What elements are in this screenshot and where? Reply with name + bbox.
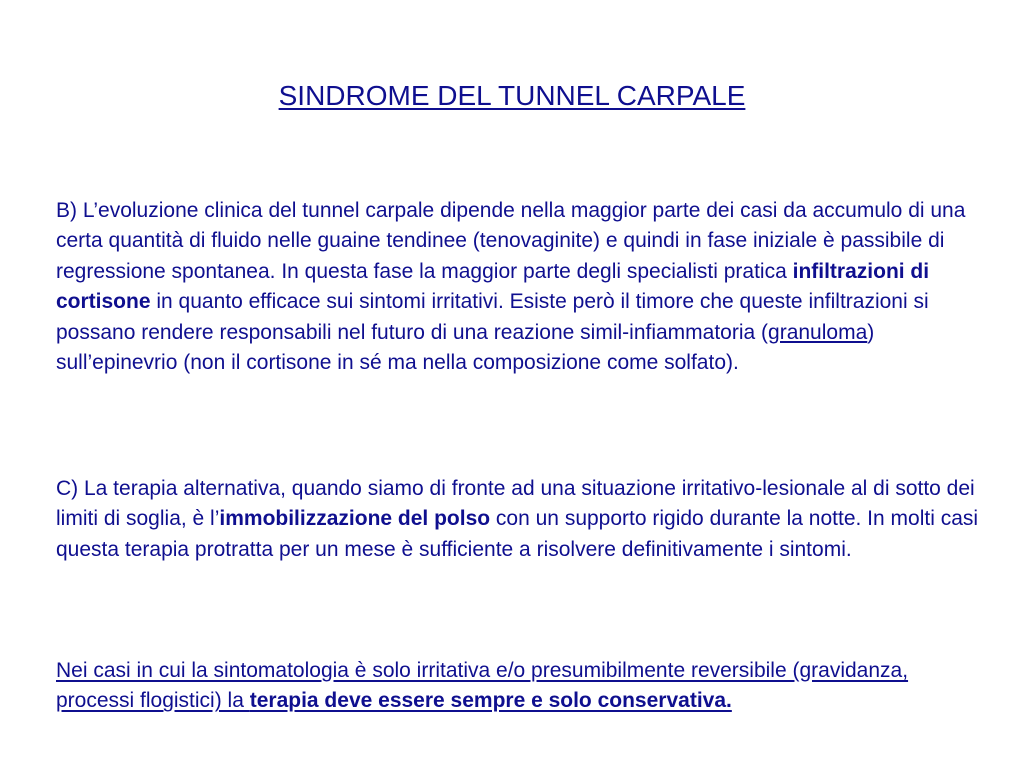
conclusion-note-text-1: Nei casi in cui la sintomatologia è solo irritativa e/o presumibilmente reversibile (gravidanza, processi flogistici) la — [56, 659, 909, 713]
paragraph-b-text-2: in quanto efficace sui sintomi irritativi. Esiste però il timore che queste infiltrazioni si possano rendere responsabili nel futuro di una reazione simil-infiammatoria ( — [56, 290, 929, 344]
paragraph-c-bold-immobilizzazione: immobilizzazione del polso — [219, 507, 491, 531]
slide-title: SINDROME DEL TUNNEL CARPALE — [278, 80, 746, 111]
paragraph-b-text-3: ) sull’epinevrio (non il cortisone in sé ma nella composizione come solfato). — [56, 320, 875, 375]
paragraph-c — [56, 474, 981, 565]
conclusion-note — [56, 656, 981, 717]
paragraph-c-text-1: C) La terapia alternativa, quando siamo di fronte ad una situazione irritativo-lesionale al di sotto dei limiti di soglia, è l’ — [56, 477, 975, 531]
paragraph-b-text-1: B) L’evoluzione clinica del tunnel carpale dipende nella maggior parte dei casi da accumulo di una certa quantità di fluido nelle guaine tendinee (tenovaginite) e quindi in fase iniziale è passibile di regressione spontanea. In questa fase la maggior parte degli specialisti pratica — [56, 199, 966, 283]
paragraph-b-link-granuloma[interactable]: granuloma — [768, 320, 868, 344]
conclusion-note-bold: terapia deve essere sempre e solo conservativa. — [249, 689, 732, 713]
paragraph-b-bold-infiltrazioni: infiltrazioni di cortisone — [56, 259, 930, 314]
paragraph-b — [56, 196, 981, 378]
paragraph-c-text-2: con un supporto rigido durante la notte. In molti casi questa terapia protratta per un mese è sufficiente a risolvere definitivamente i sintomi. — [56, 507, 979, 561]
